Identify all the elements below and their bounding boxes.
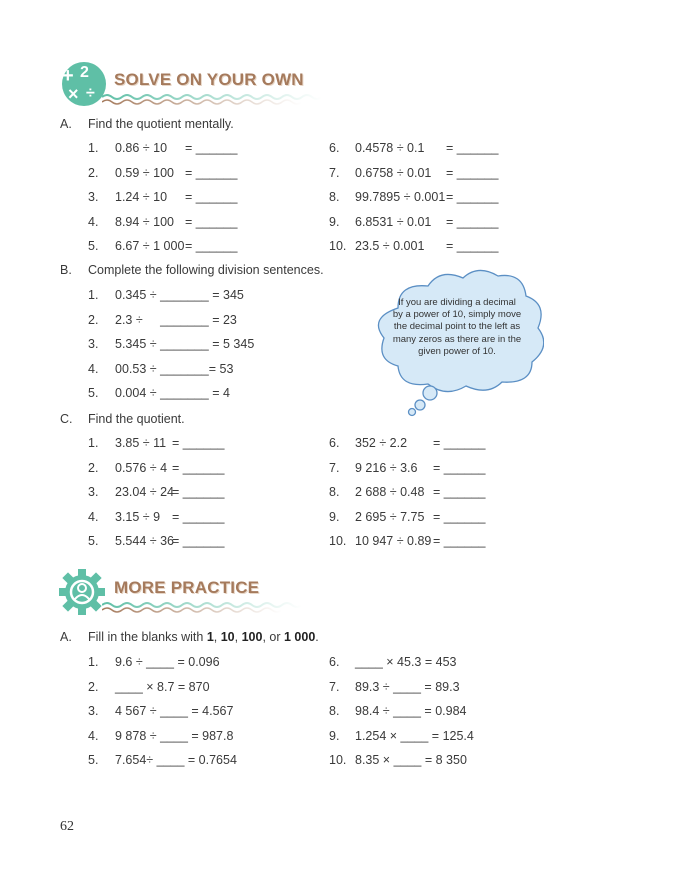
- item-sentence: 89.3 ÷ ____ = 89.3: [355, 679, 460, 694]
- item-number: 1.: [88, 288, 99, 302]
- section-letter: B.: [60, 263, 72, 277]
- item-sentence: ____ × 8.7 = 870: [115, 679, 210, 694]
- item-number: 7.: [329, 460, 340, 475]
- option-1000: 1 000: [283, 630, 316, 644]
- instruction: Complete the following division sentences.: [88, 263, 324, 277]
- item-number: 7.: [329, 165, 340, 180]
- item-number: 8.: [329, 190, 340, 205]
- item-expression: 6.67 ÷ 1 000: [115, 239, 185, 254]
- item-sentence: ____ × 45.3 = 453: [355, 655, 457, 669]
- item-expression: 5.544 ÷ 36: [115, 534, 174, 549]
- item-answer-blank: = ______: [172, 534, 225, 549]
- item-expression: 10 947 ÷ 0.89: [355, 534, 432, 549]
- item-sentence: 0.004 ÷ _______ = 4: [115, 386, 230, 401]
- item-number: 6.: [329, 141, 340, 155]
- period: .: [315, 630, 319, 644]
- separator: , or: [262, 630, 284, 644]
- option-1: 1: [206, 630, 214, 644]
- item-answer-blank: = ______: [185, 214, 238, 229]
- item-answer-blank: = ______: [172, 485, 225, 500]
- wave-decoration: [102, 92, 322, 106]
- item-expression: 0.59 ÷ 100: [115, 165, 174, 180]
- item-expression: 0.4578 ÷ 0.1: [355, 141, 425, 155]
- wave-decoration: [102, 600, 302, 614]
- separator: ,: [234, 630, 242, 644]
- item-number: 2.: [88, 165, 99, 180]
- item-number: 8.: [329, 485, 340, 500]
- item-answer-blank: = ______: [172, 460, 225, 475]
- item-number: 1.: [88, 141, 99, 155]
- option-10: 10: [220, 630, 235, 644]
- item-answer-blank: = ______: [433, 436, 486, 450]
- item-number: 7.: [329, 679, 340, 694]
- instruction: Find the quotient mentally.: [88, 117, 234, 131]
- item-answer-blank: = ______: [433, 509, 486, 524]
- item-answer-blank: = ______: [446, 239, 499, 254]
- item-number: 2.: [88, 312, 99, 327]
- item-expression: 2 695 ÷ 7.75: [355, 509, 425, 524]
- tip-text: If you are dividing a decimal by a power of 10, simply move the decimal point to the left as many zeros as there are in the given power of 10.: [392, 297, 522, 357]
- item-number: 3.: [88, 485, 99, 500]
- item-expression: 6.8531 ÷ 0.01: [355, 214, 432, 229]
- option-100: 100: [241, 630, 263, 644]
- item-sentence: 7.654÷ ____ = 0.7654: [115, 753, 237, 768]
- item-answer-blank: = ______: [446, 190, 499, 205]
- section-title: SOLVE ON YOUR OWN: [114, 70, 304, 89]
- section-letter: C.: [60, 412, 73, 426]
- item-answer-blank: = ______: [172, 509, 225, 524]
- item-expression: 352 ÷ 2.2: [355, 436, 408, 450]
- svg-text:÷: ÷: [86, 85, 95, 102]
- item-sentence: 2.3 ÷ _______ = 23: [115, 312, 237, 327]
- item-sentence: 00.53 ÷ _______= 53: [115, 361, 234, 376]
- item-number: 10.: [329, 534, 347, 549]
- item-number: 4.: [88, 728, 99, 743]
- item-number: 9.: [329, 728, 340, 743]
- item-sentence: 1.254 × ____ = 125.4: [355, 728, 474, 743]
- item-answer-blank: = ______: [446, 214, 499, 229]
- item-expression: 0.86 ÷ 10: [115, 141, 168, 155]
- item-number: 5.: [88, 753, 99, 768]
- item-number: 4.: [88, 509, 99, 524]
- item-number: 1.: [88, 436, 99, 450]
- item-sentence: 9.6 ÷ ____ = 0.096: [115, 655, 220, 669]
- item-answer-blank: = ______: [433, 485, 486, 500]
- item-expression: 2 688 ÷ 0.48: [355, 485, 425, 500]
- page-number: 62: [60, 819, 74, 834]
- item-number: 6.: [329, 436, 340, 450]
- section-header-more-practice: [58, 566, 328, 618]
- item-sentence: 4 567 ÷ ____ = 4.567: [115, 704, 234, 719]
- item-sentence: 9 878 ÷ ____ = 987.8: [115, 728, 234, 743]
- item-number: 10.: [329, 239, 347, 254]
- item-sentence: 8.35 × ____ = 8 350: [355, 753, 467, 768]
- item-expression: 23.5 ÷ 0.001: [355, 239, 425, 254]
- item-answer-blank: = ______: [446, 165, 499, 180]
- item-expression: 8.94 ÷ 100: [115, 214, 174, 229]
- item-answer-blank: = ______: [433, 534, 486, 549]
- item-expression: 3.85 ÷ 11: [115, 436, 167, 450]
- item-number: 4.: [88, 361, 99, 376]
- svg-text:×: ×: [68, 84, 79, 104]
- svg-text:+: +: [62, 65, 74, 87]
- instruction-text: Fill in the blanks with: [88, 630, 207, 644]
- item-number: 8.: [329, 704, 340, 719]
- item-sentence: 5.345 ÷ _______ = 5 345: [115, 337, 255, 352]
- instruction: Find the quotient.: [88, 412, 185, 426]
- item-answer-blank: = ______: [172, 436, 225, 450]
- section-title: MORE PRACTICE: [114, 578, 260, 597]
- item-answer-blank: = ______: [433, 460, 486, 475]
- item-expression: 1.24 ÷ 10: [115, 190, 168, 205]
- item-answer-blank: = ______: [446, 141, 499, 155]
- item-number: 6.: [329, 655, 340, 669]
- section-header-solve-on-your-own: [58, 58, 328, 110]
- item-number: 10.: [329, 753, 347, 768]
- gear-person-icon: [58, 566, 108, 616]
- item-answer-blank: = ______: [185, 165, 238, 180]
- item-number: 3.: [88, 190, 99, 205]
- item-number: 3.: [88, 704, 99, 719]
- item-expression: 99.7895 ÷ 0.001: [355, 190, 446, 205]
- item-expression: 23.04 ÷ 24: [115, 485, 174, 500]
- item-sentence: 0.345 ÷ _______ = 345: [115, 288, 244, 302]
- section-letter: A.: [60, 117, 72, 131]
- item-number: 2.: [88, 679, 99, 694]
- item-sentence: 98.4 ÷ ____ = 0.984: [355, 704, 467, 719]
- item-number: 1.: [88, 655, 99, 669]
- item-expression: 0.576 ÷ 4: [115, 460, 168, 475]
- instruction: [88, 629, 319, 645]
- item-answer-blank: = ______: [185, 239, 238, 254]
- item-expression: 0.6758 ÷ 0.01: [355, 165, 432, 180]
- section-letter: A.: [60, 630, 72, 644]
- svg-text:2: 2: [80, 64, 89, 81]
- item-number: 9.: [329, 509, 340, 524]
- item-number: 5.: [88, 386, 99, 401]
- item-expression: 3.15 ÷ 9: [115, 509, 161, 524]
- item-number: 5.: [88, 239, 99, 254]
- item-number: 5.: [88, 534, 99, 549]
- item-number: 9.: [329, 214, 340, 229]
- item-answer-blank: = ______: [185, 190, 238, 205]
- item-expression: 9 216 ÷ 3.6: [355, 460, 418, 475]
- item-number: 4.: [88, 214, 99, 229]
- separator: ,: [213, 630, 221, 644]
- item-answer-blank: = ______: [185, 141, 238, 155]
- item-number: 2.: [88, 460, 99, 475]
- item-number: 3.: [88, 337, 99, 352]
